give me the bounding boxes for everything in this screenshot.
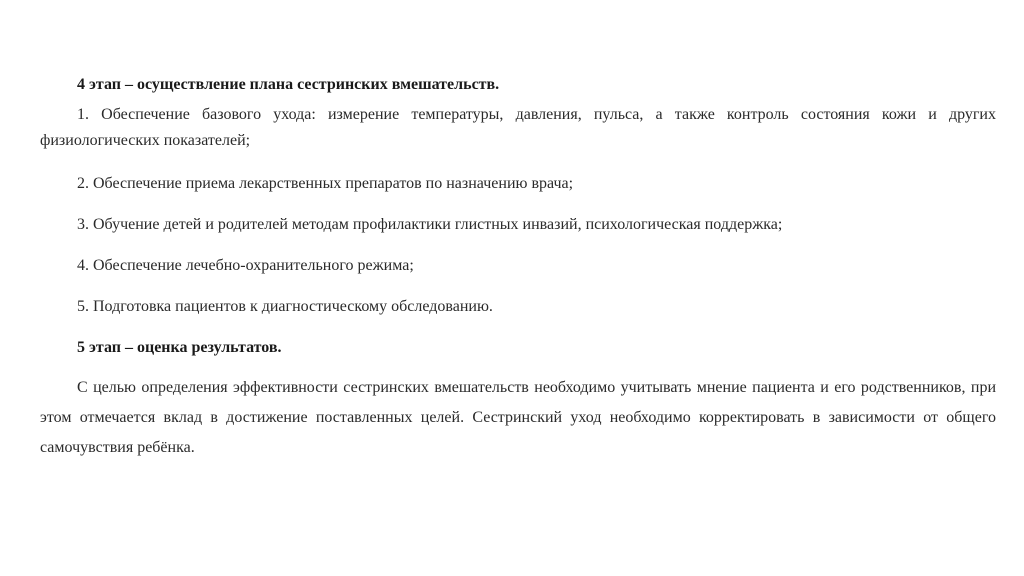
stage4-item-2: 2. Обеспечение приема лекарственных препаратов по назначению врача; xyxy=(77,175,574,192)
stage5-body: С целью определения эффективности сестринских вмешательств необходимо учитывать мнение пациента и его родственников, при этом отмечается вклад в достижение поставленных целей. Сестринский уход необходимо корректировать в зависимости от общего самочувствия ребёнка. xyxy=(40,379,996,456)
stage4-item-4: 4. Обеспечение лечебно-охранительного режима; xyxy=(77,257,414,274)
stage4-heading: 4 этап – осуществление плана сестринских вмешательств. xyxy=(77,76,500,93)
stage4-item-5: 5. Подготовка пациентов к диагностическому обследованию. xyxy=(77,298,493,315)
stage5-heading: 5 этап – оценка результатов. xyxy=(77,339,282,356)
slide-content xyxy=(40,72,996,463)
stage4-item-3: 3. Обучение детей и родителей методам профилактики глистных инвазий, психологическая поддержка; xyxy=(77,216,783,233)
stage4-item-1: 1. Обеспечение базового ухода: измерение температуры, давления, пульса, а также контроль состояния кожи и других физиологических показателей; xyxy=(40,106,996,149)
